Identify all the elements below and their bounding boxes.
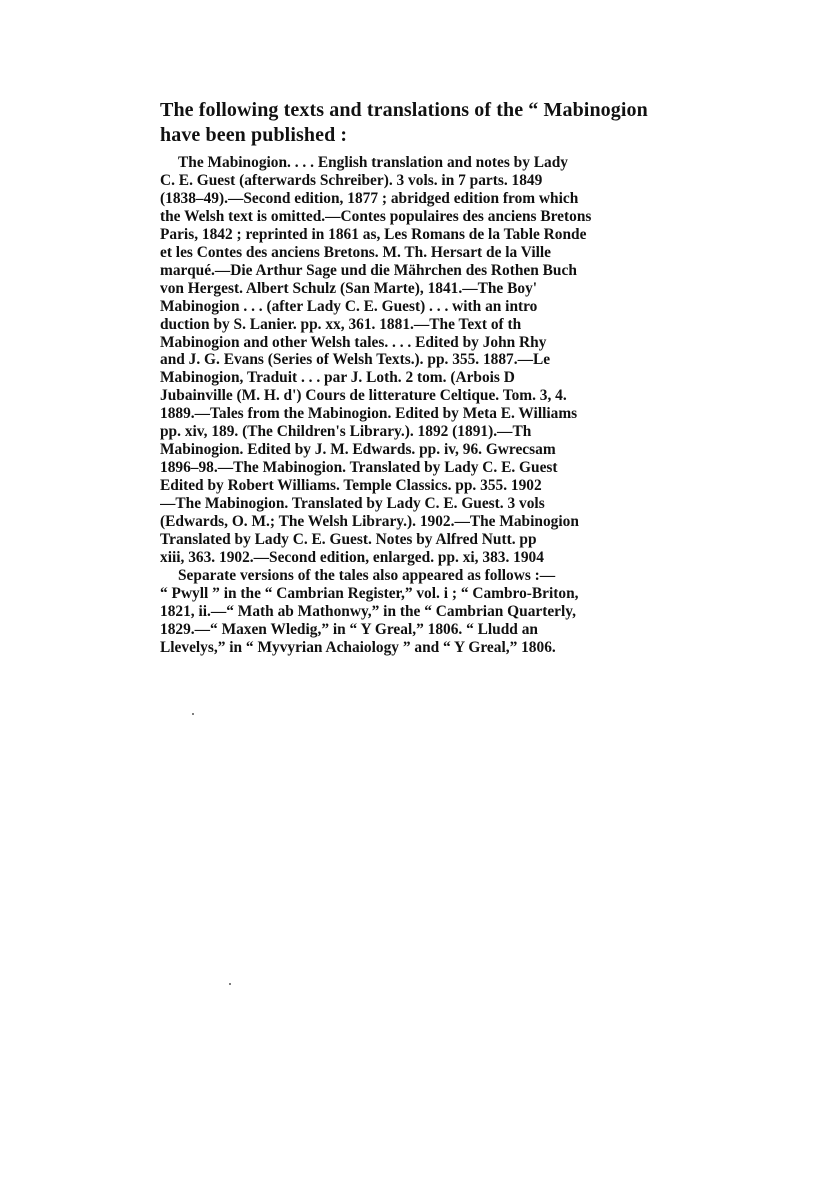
body-line: (Edwards, O. M.; The Welsh Library.). 1902.—The Mabinogion — [160, 513, 579, 531]
body-line: marqué.—Die Arthur Sage und die Mährchen des Rothen Buch — [160, 261, 577, 279]
body-line: C. E. Guest (afterwards Schreiber). 3 vols. in 7 parts. 1849 — [160, 171, 543, 189]
body-line: Llevelys,” in “ Myvyrian Achaiology ” and “ Y Greal,” 1806. — [160, 638, 556, 656]
body-line: Mabinogion, Traduit . . . par J. Loth. 2 tom. (Arbois D — [160, 369, 515, 387]
page-heading — [160, 98, 824, 148]
body-line: 1896–98.—The Mabinogion. Translated by Lady C. E. Guest — [160, 459, 558, 477]
body-line: (1838–49).—Second edition, 1877 ; abridged edition from which — [160, 189, 579, 207]
body-line: Mabinogion and other Welsh tales. . . . Edited by John Rhy — [160, 333, 547, 351]
body-line: xiii, 363. 1902.—Second edition, enlarged. pp. xi, 383. 1904 — [160, 548, 544, 566]
heading-line: have been published : — [160, 124, 348, 146]
body-line: Translated by Lady C. E. Guest. Notes by Alfred Nutt. pp — [160, 531, 537, 549]
body-line: and J. G. Evans (Series of Welsh Texts.). pp. 355. 1887.—Le — [160, 351, 551, 369]
body-line: 1821, ii.—“ Math ab Mathonwy,” in the “ Cambrian Quarterly, — [160, 602, 576, 620]
body-line: Mabinogion . . . (after Lady C. E. Guest) . . . with an intro — [160, 297, 538, 315]
body-line: Edited by Robert Williams. Temple Classics. pp. 355. 1902 — [160, 477, 542, 495]
body-line: et les Contes des anciens Bretons. M. Th. Hersart de la Ville — [160, 243, 552, 261]
body-line: The Mabinogion. . . . English translation and notes by Lady — [178, 154, 568, 171]
bibliography-body — [160, 154, 824, 657]
body-line: Paris, 1842 ; reprinted in 1861 as, Les Romans de la Table Ronde — [160, 225, 587, 243]
body-line: Mabinogion. Edited by J. M. Edwards. pp. iv, 96. Gwrecsam — [160, 441, 556, 459]
body-line: 1829.—“ Maxen Wledig,” in “ Y Greal,” 1806. “ Lludd an — [160, 620, 538, 638]
body-line: —The Mabinogion. Translated by Lady C. E. Guest. 3 vols — [160, 495, 545, 513]
body-line: von Hergest. Albert Schulz (San Marte), 1841.—The Boy' — [160, 279, 538, 297]
body-line: Separate versions of the tales also appeared as follows :— — [178, 566, 556, 584]
heading-line: The following texts and translations of the “ Mabinogion — [160, 99, 648, 121]
scan-speck — [192, 713, 194, 715]
body-line: “ Pwyll ” in the “ Cambrian Register,” vol. i ; “ Cambro-Briton, — [160, 584, 579, 602]
scan-speck — [229, 983, 231, 985]
body-line: 1889.—Tales from the Mabinogion. Edited by Meta E. Williams — [160, 405, 578, 423]
body-line: Jubainville (M. H. d') Cours de litterature Celtique. Tom. 3, 4. — [160, 387, 567, 405]
body-line: duction by S. Lanier. pp. xx, 361. 1881.—The Text of th — [160, 315, 522, 333]
body-line: pp. xiv, 189. (The Children's Library.). 1892 (1891).—Th — [160, 423, 532, 441]
bibliography-text — [160, 98, 824, 657]
body-line: the Welsh text is omitted.—Contes populaires des anciens Bretons — [160, 207, 592, 225]
